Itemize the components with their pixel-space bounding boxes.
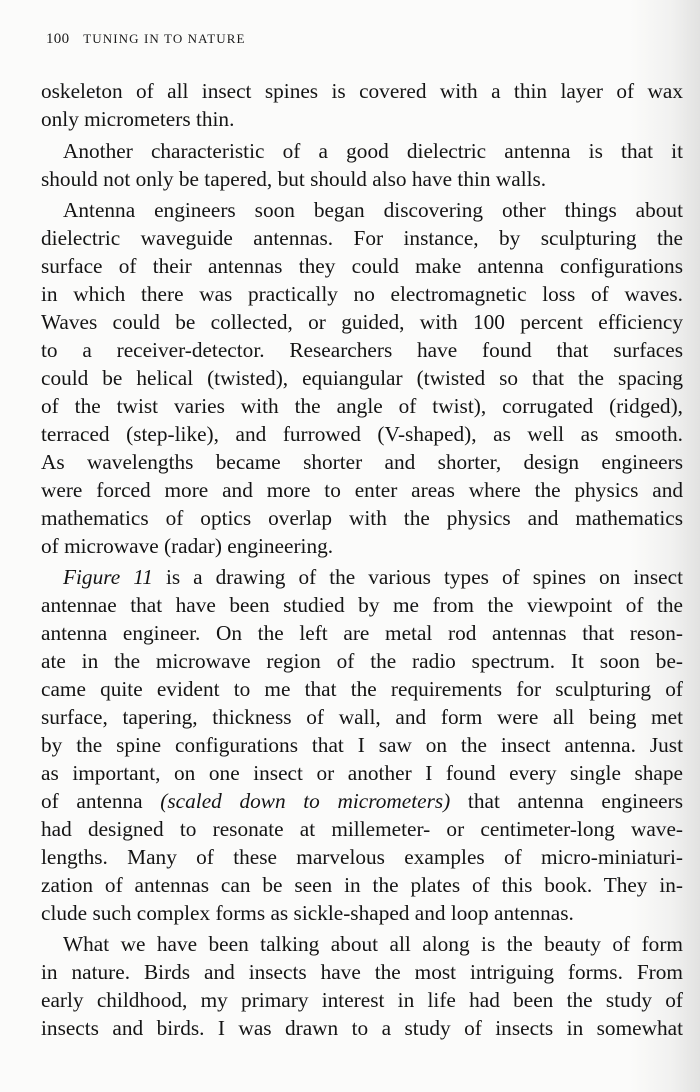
running-title: TUNING IN TO NATURE [83,31,246,46]
text-line: zation of antennas can be seen in the plates of this book. They in- [41,873,683,897]
text-line: had designed to resonate at millemeter- or centimeter-long wave- [41,817,683,841]
text-line: terraced (step-like), and furrowed (V-shaped), as well as smooth. [41,422,683,446]
text-fragment: that antenna engineers [450,789,684,813]
text-line: clude such complex forms as sickle-shaped and loop antennas. [41,901,574,925]
text-line: Another characteristic of a good dielectric antenna is that it [63,139,683,163]
body-text [41,77,683,1042]
text-line: mathematics of optics overlap with the physics and mathematics [41,506,683,530]
text-line: to a receiver-detector. Researchers have found that surfaces [41,338,683,362]
text-line: oskeleton of all insect spines is covered with a thin layer of wax [41,79,683,103]
text-line: surface of their antennas they could make antenna configurations [41,254,683,278]
page-number: 100 [46,31,70,47]
figure-reference: Figure 11 [63,565,153,589]
text-line: surface, tapering, thickness of wall, and form were all being met [41,705,683,729]
text-line: dielectric waveguide antennas. For instance, by sculpturing the [41,226,683,250]
italic-phrase: (scaled down to micrometers) [160,789,451,813]
text-line: of the twist varies with the angle of twist), corrugated (ridged), [41,394,683,418]
text-line: only micrometers thin. [41,107,235,131]
text-line: Antenna engineers soon began discovering other things about [63,198,683,222]
text-line: in which there was practically no electromagnetic loss of waves. [41,282,683,306]
text-line: What we have been talking about all along is the beauty of form [63,932,683,956]
text-line: as important, on one insect or another I found every single shape [41,761,683,785]
text-line: by the spine configurations that I saw on the insect antenna. Just [41,733,683,757]
text-line: early childhood, my primary interest in life had been the study of [41,988,683,1012]
text-line [41,563,683,591]
running-head [46,31,246,48]
text-line: were forced more and more to enter areas where the physics and [41,478,683,502]
text-line: antenna engineer. On the left are metal rod antennas that reson- [41,621,683,645]
text-line: Waves could be collected, or guided, with 100 percent efficiency [41,310,683,334]
text-line: lengths. Many of these marvelous examples of micro-miniaturi- [41,845,683,869]
text-line: in nature. Birds and insects have the most intriguing forms. From [41,960,683,984]
text-fragment: is a drawing of the various types of spines on insect [152,565,684,589]
text-line: insects and birds. I was drawn to a study of insects in somewhat [41,1016,683,1040]
text-line: antennae that have been studied by me from the viewpoint of the [41,593,683,617]
text-line: ate in the microwave region of the radio spectrum. It soon be- [41,649,683,673]
text-fragment: of antenna [41,789,161,813]
text-line: As wavelengths became shorter and shorter, design engineers [41,450,683,474]
text-line [41,787,683,815]
text-line: could be helical (twisted), equiangular (twisted so that the spacing [41,366,683,390]
text-line: should not only be tapered, but should also have thin walls. [41,167,547,191]
text-line: of microwave (radar) engineering. [41,534,334,558]
text-line: came quite evident to me that the requirements for sculpturing of [41,677,683,701]
